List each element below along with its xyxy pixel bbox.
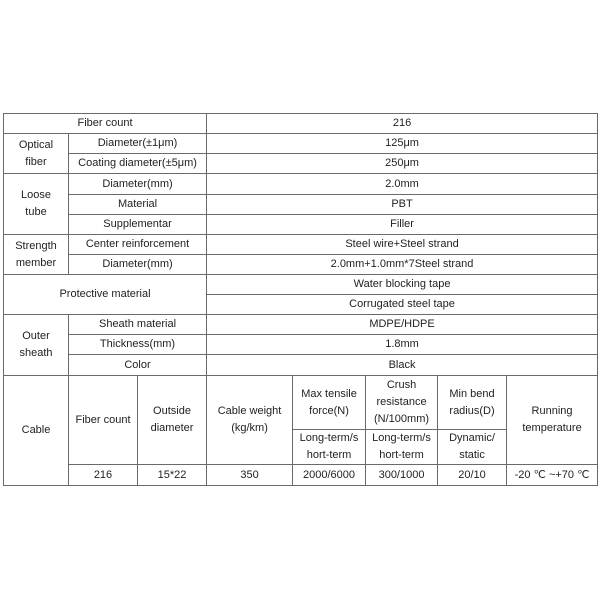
cable-weight-header — [207, 376, 293, 465]
row-sheath-material — [4, 315, 598, 335]
sheath-material-value: MDPE/HDPE — [207, 315, 598, 335]
outside-diameter-value: 15*22 — [138, 465, 207, 486]
min-bend-line1: Min bend — [449, 387, 495, 400]
optical-fiber-line1: Optical — [18, 138, 54, 151]
crush-sub-line1: Long-term/s — [372, 432, 431, 444]
thickness-label: Thickness(mm) — [69, 335, 207, 355]
outside-diameter-line1: Outside — [153, 405, 191, 417]
row-color — [4, 355, 598, 376]
tube-material-value: PBT — [207, 195, 598, 215]
max-tensile-line1: Max tensile — [301, 387, 357, 400]
outside-diameter-line2: diameter — [150, 422, 194, 434]
loose-tube-line2: tube — [25, 206, 47, 218]
row-coating-diameter — [4, 154, 598, 174]
cable-weight-line1: Cable weight — [217, 405, 282, 417]
max-tensile-subheader — [293, 430, 366, 465]
row-optical-diameter — [4, 134, 598, 154]
protective-material-value-1: Water blocking tape — [207, 275, 598, 295]
row-cable-header — [4, 376, 598, 430]
outer-sheath-line1: Outer — [22, 330, 50, 342]
running-temperature-value: -20 ℃ ~+70 ℃ — [507, 465, 598, 486]
row-cable-values — [4, 465, 598, 486]
min-bend-sub-line2: static — [459, 449, 485, 461]
strength-diameter-value: 2.0mm+1.0mm*7Steel strand — [207, 255, 598, 275]
cable-weight-value: 350 — [207, 465, 293, 486]
optical-fiber-line2: fiber — [25, 155, 47, 168]
supplementar-value: Filler — [207, 215, 598, 235]
protective-material-label: Protective material — [4, 275, 207, 315]
cable-weight-line2: (kg/km) — [231, 422, 268, 434]
running-temp-line1: Running — [531, 405, 573, 417]
crush-value: 300/1000 — [366, 465, 438, 486]
cable-group: Cable — [4, 376, 69, 486]
color-value: Black — [207, 355, 598, 376]
row-tube-diameter — [4, 174, 598, 195]
loose-tube-group — [4, 174, 69, 235]
cable-spec-table — [3, 113, 598, 486]
supplementar-label: Supplementar — [69, 215, 207, 235]
center-reinforcement-value: Steel wire+Steel strand — [207, 235, 598, 255]
min-bend-header — [438, 376, 507, 430]
outside-diameter-header — [138, 376, 207, 465]
min-bend-sub-line1: Dynamic/ — [449, 432, 495, 444]
crush-line3: (N/100mm) — [374, 413, 430, 425]
row-tube-material — [4, 195, 598, 215]
row-supplementar — [4, 215, 598, 235]
center-reinforcement-label: Center reinforcement — [69, 235, 207, 255]
fiber-count-value: 216 — [207, 114, 598, 134]
max-tensile-header — [293, 376, 366, 430]
strength-member-group — [4, 235, 69, 275]
strength-member-line1: Strength — [15, 239, 57, 252]
coating-diameter-value: 250μm — [207, 154, 598, 174]
tube-material-label: Material — [69, 195, 207, 215]
min-bend-subheader — [438, 430, 507, 465]
max-tensile-sub-line2: hort-term — [306, 449, 352, 461]
row-center-reinforcement — [4, 235, 598, 255]
min-bend-line2: radius(D) — [449, 404, 495, 417]
tube-diameter-value: 2.0mm — [207, 174, 598, 195]
row-protective-1 — [4, 275, 598, 295]
protective-material-value-2: Corrugated steel tape — [207, 295, 598, 315]
tube-diameter-label: Diameter(mm) — [69, 174, 207, 195]
crush-line2: resistance — [376, 396, 427, 408]
max-tensile-sub-line1: Long-term/s — [299, 432, 359, 444]
row-thickness — [4, 335, 598, 355]
cable-fiber-count-value: 216 — [69, 465, 138, 486]
row-fiber-count — [4, 114, 598, 134]
cable-fiber-count-header: Fiber count — [69, 376, 138, 465]
sheath-material-label: Sheath material — [69, 315, 207, 335]
min-bend-value: 20/10 — [438, 465, 507, 486]
outer-sheath-line2: sheath — [19, 347, 53, 359]
coating-diameter-label: Coating diameter(±5μm) — [69, 154, 207, 174]
optical-diameter-label: Diameter(±1μm) — [69, 134, 207, 154]
outer-sheath-group — [4, 315, 69, 376]
crush-line1: Crush — [386, 379, 417, 391]
optical-diameter-value: 125μm — [207, 134, 598, 154]
fiber-count-label: Fiber count — [4, 114, 207, 134]
running-temp-line2: temperature — [522, 422, 582, 434]
max-tensile-line2: force(N) — [309, 404, 349, 417]
running-temperature-header — [507, 376, 598, 465]
color-label: Color — [69, 355, 207, 376]
thickness-value: 1.8mm — [207, 335, 598, 355]
crush-subheader — [366, 430, 438, 465]
crush-resistance-header — [366, 376, 438, 430]
row-strength-diameter — [4, 255, 598, 275]
optical-fiber-group — [4, 134, 69, 174]
crush-sub-line2: hort-term — [379, 449, 424, 461]
strength-member-line2: member — [15, 256, 57, 269]
strength-diameter-label: Diameter(mm) — [69, 255, 207, 275]
loose-tube-line1: Loose — [21, 189, 51, 201]
max-tensile-value: 2000/6000 — [293, 465, 366, 486]
